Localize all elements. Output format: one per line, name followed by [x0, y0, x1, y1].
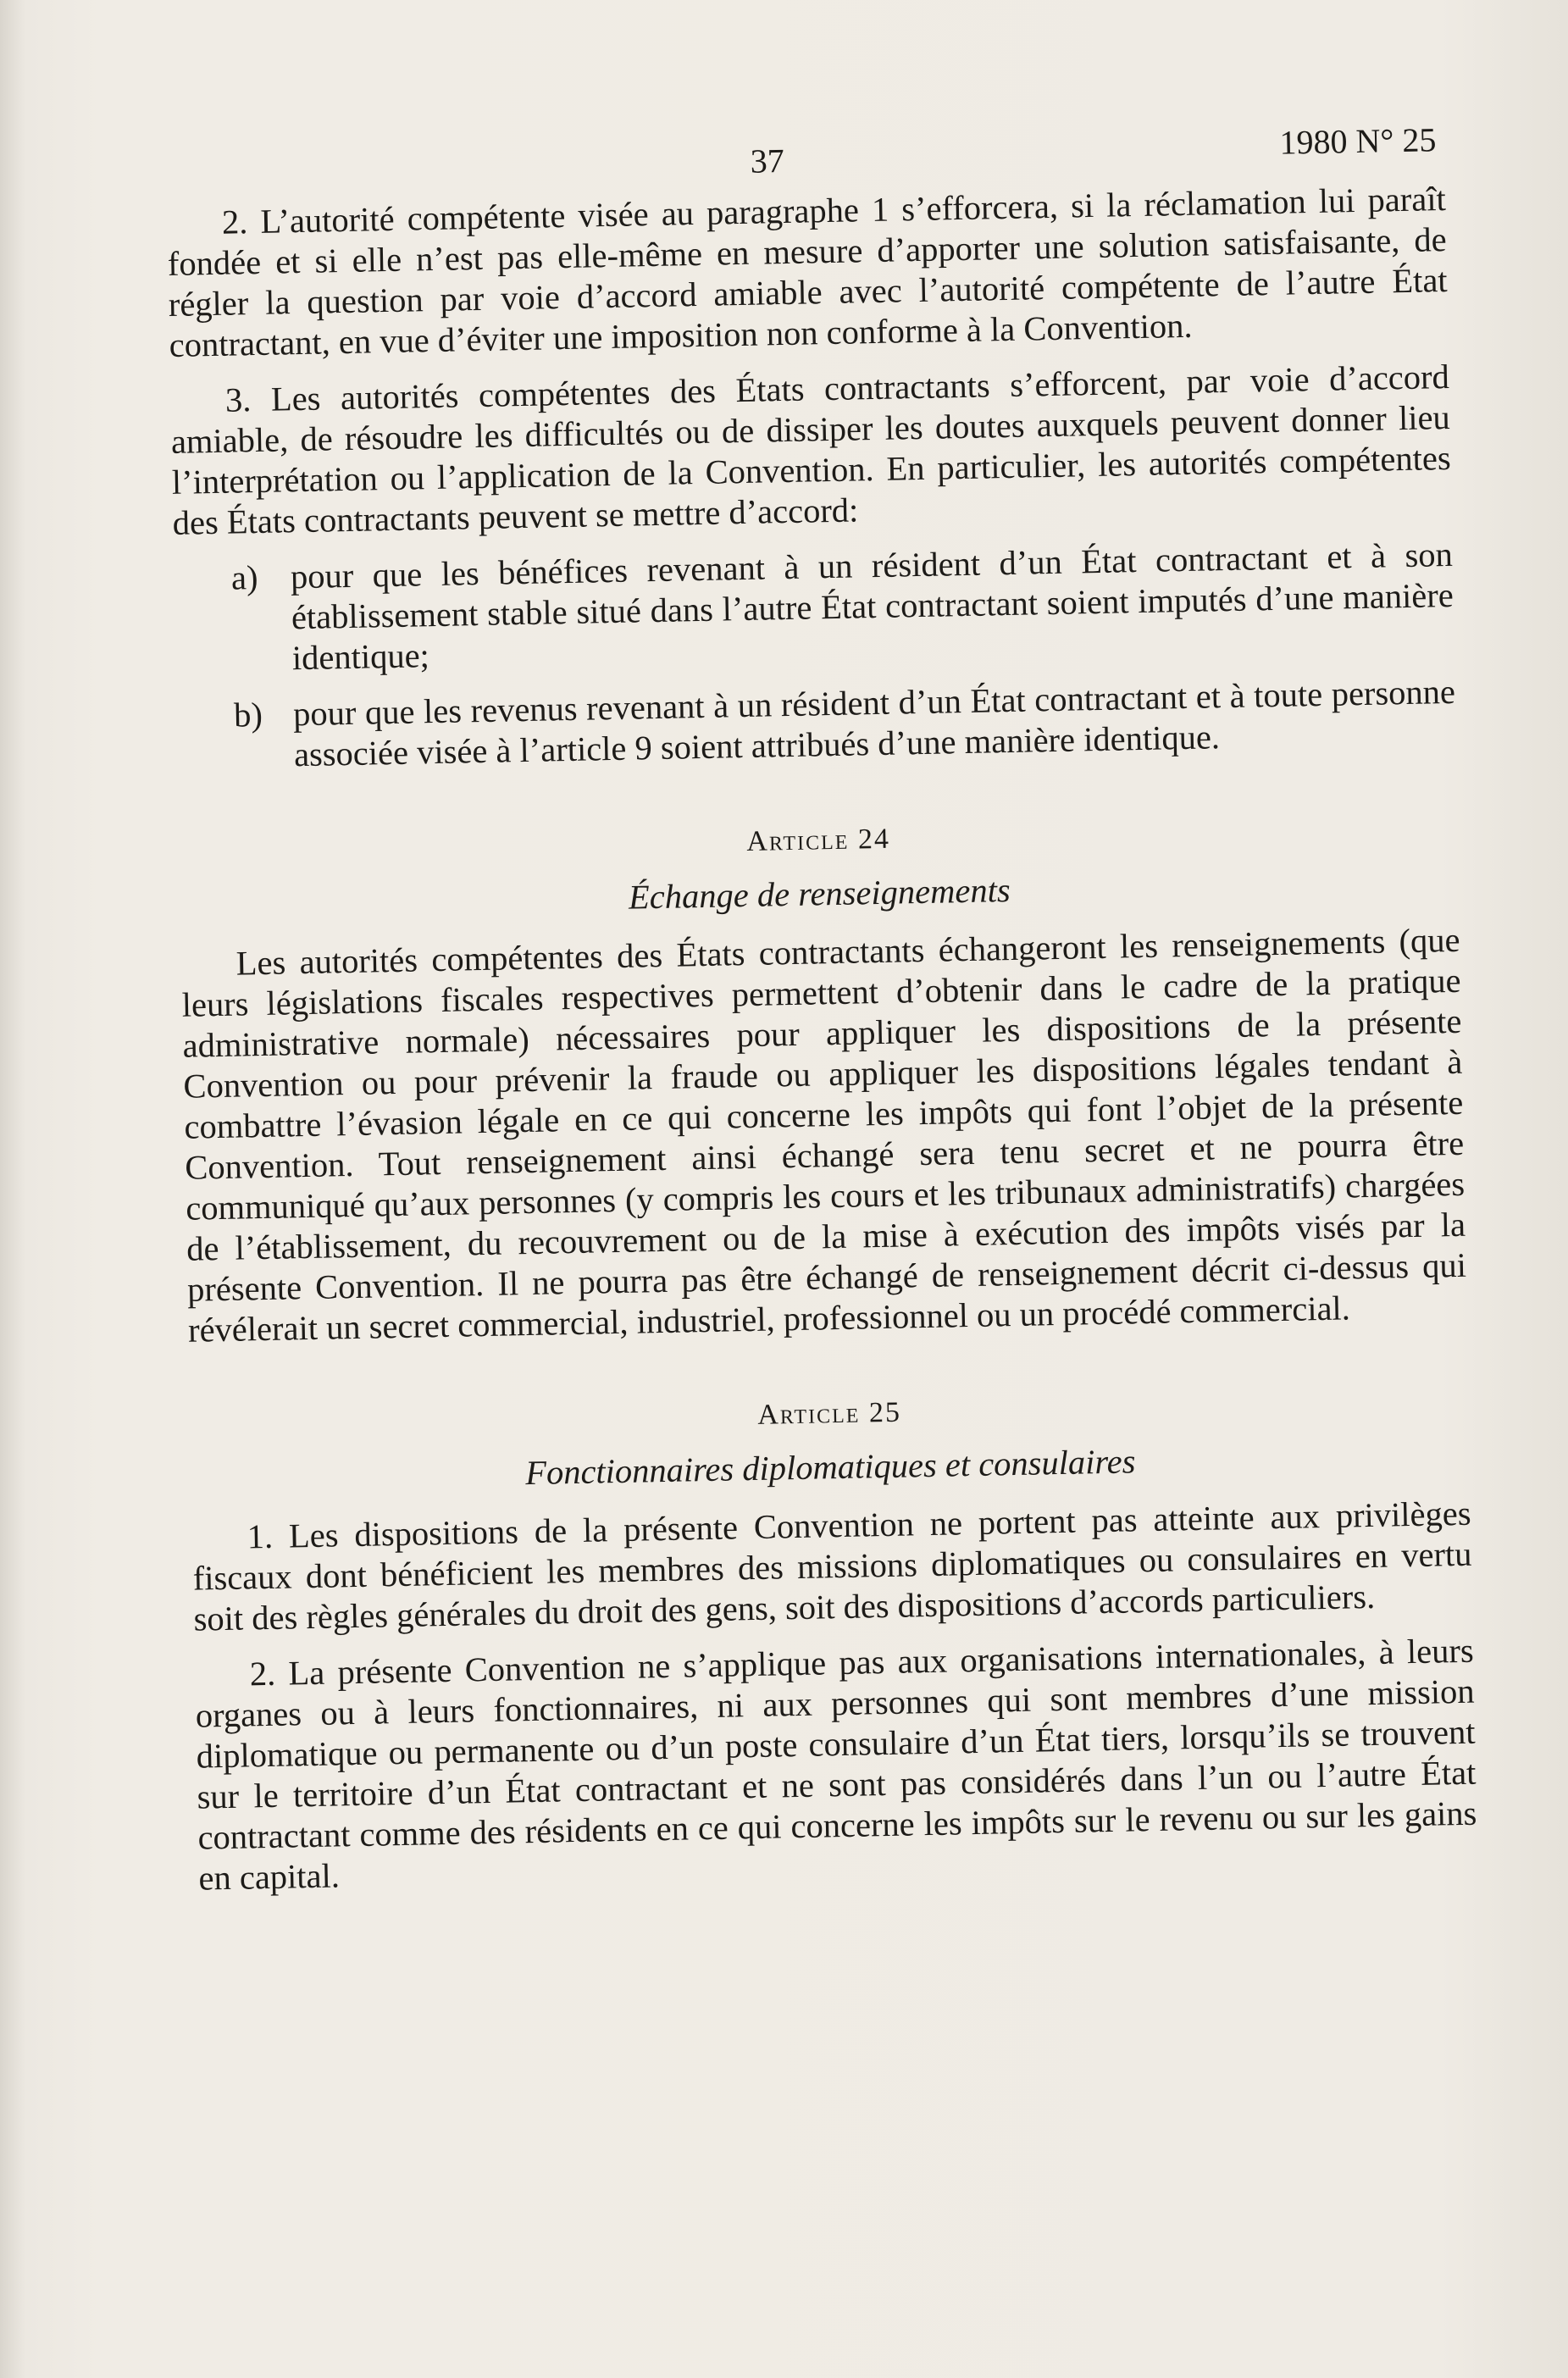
list-item: [176, 672, 1457, 778]
list-item-text: pour que les bénéfices revenant à un résident d’un État contractant et à son établissement stable situé dans l’autre État contractant soient imputés d’une manière identique;: [290, 535, 1454, 678]
list-item-text: pour que les revenus revenant à un résident d’un État contractant et à toute personne associée visée à l’article 9 soient attribués d’une manière identique.: [292, 672, 1456, 774]
article-25-paragraph-2: 2. La présente Convention ne s’applique pas aux organisations internationales, à leurs organes ou à leurs fonctionnaires, ni aux personnes qui sont membres d’une mission diplomatique ou permanente ou d’un poste consulaire d’un État tiers, lorsqu’ils se trouvent sur le territoire d’un État contractant et ne sont pas considérés dans l’un ou l’autre État contractant comme des résidents en ce qui concerne les impôts sur le revenu ou sur les gains en capital.: [195, 1631, 1477, 1898]
page-number: 37: [750, 141, 785, 180]
list-marker: a): [230, 557, 258, 597]
article23-paragraph-2: 2. L’autorité compétente visée au paragraphe 1 s’efforcera, si la réclamation lui paraît fondée et si elle n’est pas elle-même en mesure d’apporter une solution satisfaisante, de régler la question par voie d’accord amiable avec l’autorité compétente de l’autre État contractant, en vue d’éviter une imposition non conforme à la Convention.: [167, 179, 1448, 364]
article-25-heading: Article 25: [756, 1396, 902, 1431]
article-25-title: Fonctionnaires diplomatiques et consulaires: [524, 1442, 1136, 1493]
list-item: [174, 535, 1454, 681]
article-24-title: Échange de renseignements: [628, 871, 1011, 917]
article-25-paragraph-1: 1. Les dispositions de la présente Convention ne portent pas atteinte aux privilèges fiscaux dont bénéficient les membres des missions diplomatiques ou consulaires en vertu soit des règles générales du droit des gens, soit des dispositions d’accords particuliers.: [192, 1494, 1472, 1638]
text-column: [165, 111, 1478, 1899]
article23-paragraph-3: 3. Les autorités compétentes des États contractants s’efforcent, par voie d’accord amiable, de résoudre les difficultés ou de dissiper les doutes auxquels peuvent donner lieu l’interprétation ou l’application de la Convention. En particulier, les autorités compétentes des États contractants peuvent se mettre d’accord:: [170, 357, 1452, 542]
list-marker: b): [233, 695, 263, 734]
document-reference: 1980 N° 25: [1279, 120, 1437, 162]
article-24-body: Les autorités compétentes des États contractants échangeront les renseignements (que leurs législations fiscales respectives permettent d’obtenir dans le cadre de la pratique administrative normale) nécessaires pour appliquer les dispositions de la présente Convention ou pour prévenir la fraude ou appliquer les dispositions légales tendant à combattre l’évasion légale en ce qui concerne les impôts qui font l’objet de la présente Convention. Tout renseignement ainsi échangé sera tenu secret et ne pourra être communiqué qu’aux personnes (y compris les cours et les tribunaux administratifs) chargées de l’établissement, du recouvrement ou de la mise à exécution des impôts visés par la présente Convention. Il ne pourra pas être échangé de renseignement décrit ci-dessus qui révélerait un secret commercial, industriel, professionnel ou un procédé commercial.: [181, 920, 1467, 1350]
article-24-heading: Article 24: [745, 823, 891, 857]
